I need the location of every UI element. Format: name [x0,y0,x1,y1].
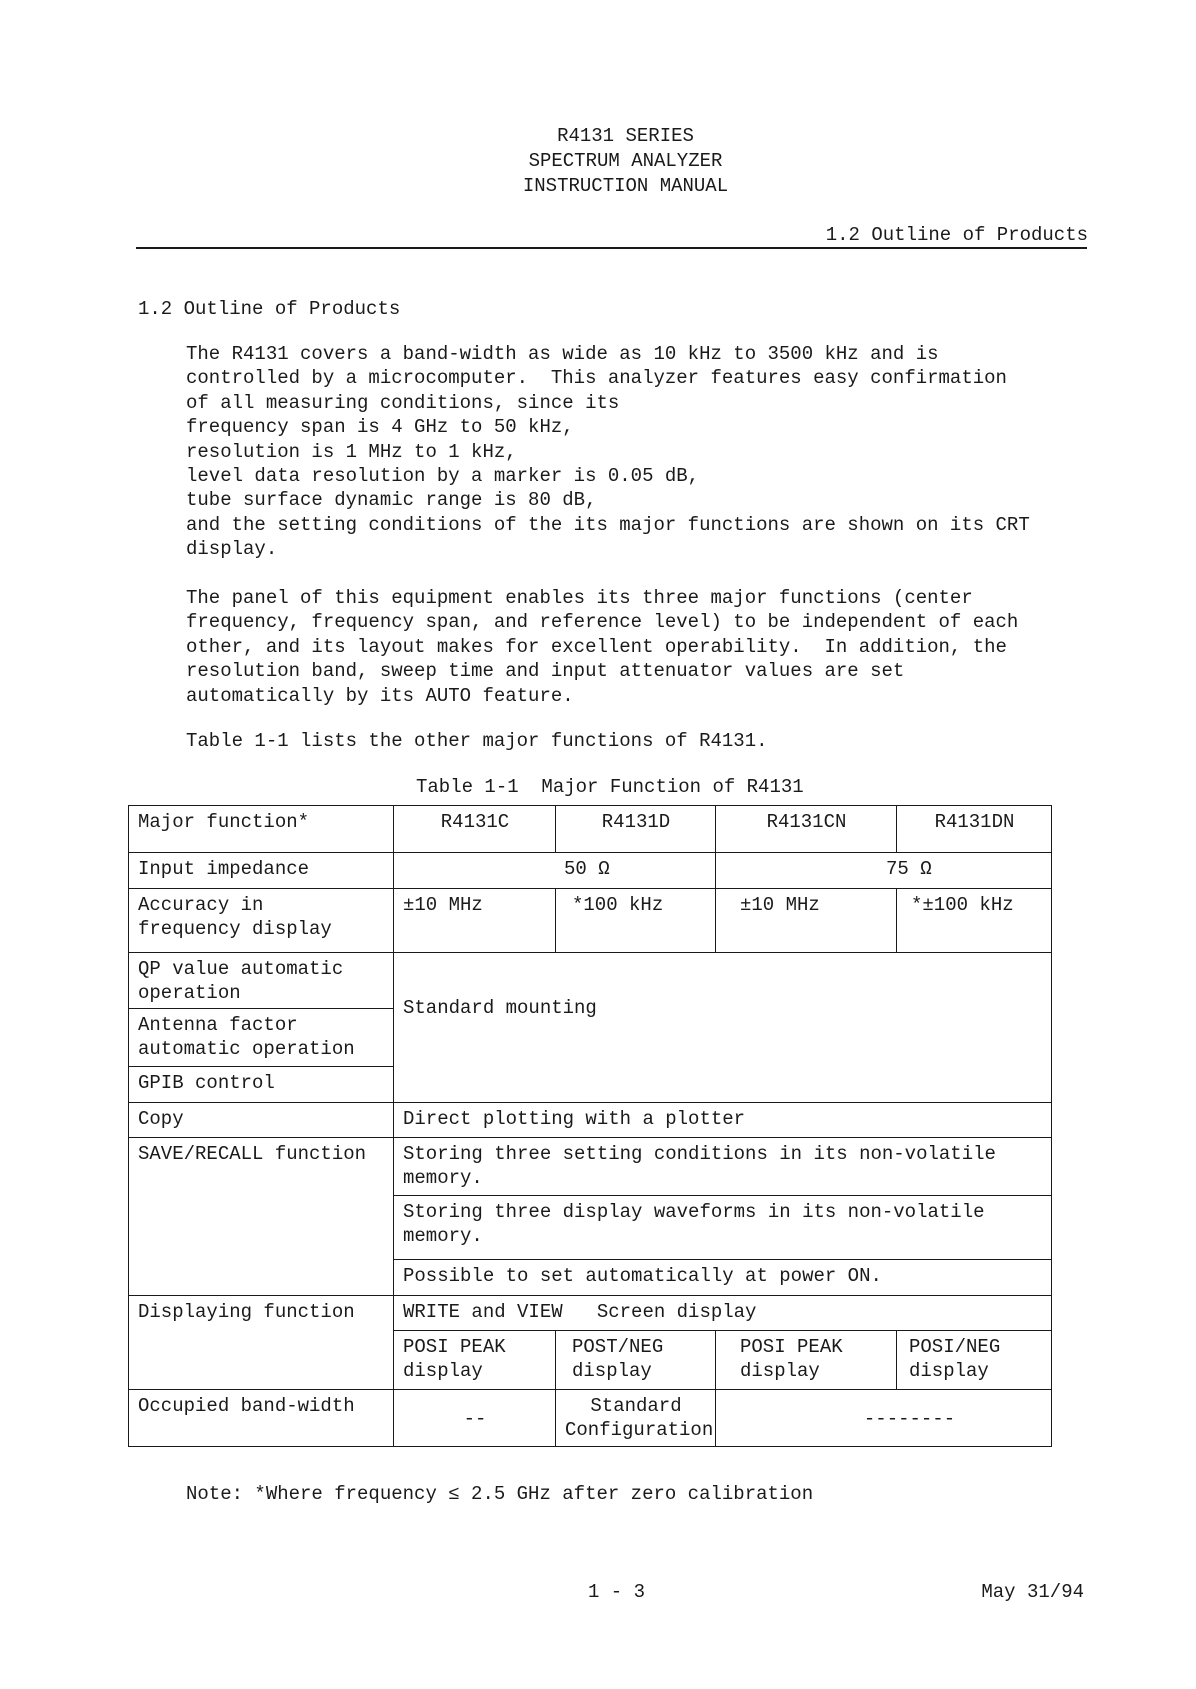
footnote: Note: *Where frequency ≤ 2.5 GHz after zero calibration [186,1483,814,1505]
table-row [129,889,1052,953]
table-row [129,853,1052,889]
row-label-copy: Copy [129,1103,394,1138]
row-label-antenna: Antenna factor automatic operation [129,1009,394,1067]
save-recall-waveforms: Storing three display waveforms in its non-volatile memory. [394,1196,1052,1260]
header-product: SPECTRUM ANALYZER [528,150,723,172]
table-row [129,953,1052,1009]
occupied-r4131d: Standard Configuration [556,1390,716,1447]
row-label-gpib: GPIB control [129,1067,394,1103]
standard-mounting: Standard mounting [394,953,1052,1103]
table-row [129,1296,1052,1331]
impedance-75: 75 Ω [716,853,1052,889]
save-recall-setting: Storing three setting conditions in its non-volatile memory. [394,1138,1052,1196]
header-r4131dn: R4131DN [897,806,1052,853]
header-major-function: Major function* [129,806,394,853]
row-label-input-impedance: Input impedance [129,853,394,889]
paragraph-overview: The R4131 covers a band-width as wide as 10 kHz to 3500 kHz and is controlled by a microcomputer. This analyzer features easy confirmation of all measuring conditions, since its frequency span is 4 GHz to 50 kHz, resolution is 1 MHz to 1 kHz, level data resolution by a marker is 0.05 dB, tube surface dynamic range is 80 dB, and the setting conditions of the its major functions are shown on its CRT display. [186,343,1030,561]
row-label-occupied: Occupied band-width [129,1390,394,1447]
occupied-cn-dn: -------- [716,1390,1052,1447]
accuracy-r4131cn: ±10 MHz [716,889,897,953]
table-row [129,1390,1052,1447]
paragraph-panel: The panel of this equipment enables its three major functions (center frequency, frequency span, and reference level) to be independent of each other, and its layout makes for excellent operability. In addition, the resolution band, sweep time and input attenuator values are set automatically by its AUTO feature. [186,587,1019,707]
section-title: 1.2 Outline of Products [138,298,401,320]
display-r4131cn: POSI PEAK display [716,1331,897,1390]
write-and-view: WRITE and VIEW Screen display [394,1296,1052,1331]
row-label-qp: QP value automatic operation [129,953,394,1009]
running-section-title: 1.2 Outline of Products [825,224,1088,246]
header-r4131c: R4131C [394,806,556,853]
row-label-accuracy: Accuracy in frequency display [129,889,394,953]
header-r4131cn: R4131CN [716,806,897,853]
table-row [129,1103,1052,1138]
revision-date: May 31/94 [981,1581,1084,1603]
display-r4131d: POST/NEG display [556,1331,716,1390]
table-caption: Table 1-1 Major Function of R4131 [416,776,804,798]
page-number: 1 - 3 [588,1581,646,1603]
header-manual: INSTRUCTION MANUAL [522,175,729,197]
table-header-row [129,806,1052,853]
major-function-table [128,805,1052,1447]
accuracy-r4131d: *100 kHz [556,889,716,953]
header-series: R4131 SERIES [557,125,694,147]
save-recall-power-on: Possible to set automatically at power ON. [394,1260,1052,1296]
display-r4131dn: POSI/NEG display [897,1331,1052,1390]
occupied-r4131c: -- [394,1390,556,1447]
impedance-50: 50 Ω [394,853,716,889]
row-label-displaying: Displaying function [129,1296,394,1390]
paragraph-table-ref: Table 1-1 lists the other major functions of R4131. [186,730,768,752]
table-row [129,1138,1052,1196]
display-r4131c: POSI PEAK display [394,1331,556,1390]
copy-value: Direct plotting with a plotter [394,1103,1052,1138]
document-header [0,124,1196,199]
accuracy-r4131dn: *±100 kHz [897,889,1052,953]
row-label-save-recall: SAVE/RECALL function [129,1138,394,1296]
header-r4131d: R4131D [556,806,716,853]
accuracy-r4131c: ±10 MHz [394,889,556,953]
header-rule [136,247,1087,249]
